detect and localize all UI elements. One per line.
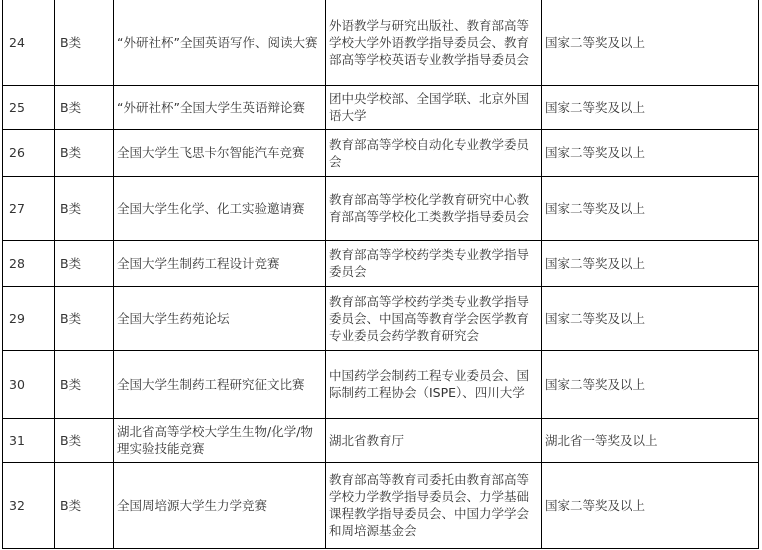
row-competition-name: 全国大学生化学、化工实验邀请赛	[114, 176, 326, 240]
table-row	[3, 176, 759, 240]
row-organizer: 教育部高等学校化学教育研究中心教育部高等学校化工类教学指导委员会	[326, 176, 542, 240]
row-award-level: 湖北省一等奖及以上	[542, 418, 759, 462]
row-competition-name: 全国大学生制药工程设计竞赛	[114, 240, 326, 286]
row-award-level: 国家二等奖及以上	[542, 129, 759, 176]
row-organizer: 教育部高等教育司委托由教育部高等学校力学教学指导委员会、力学基础课程教学指导委员会、中国力学学会和周培源基金会	[326, 462, 542, 548]
row-competition-name: 全国大学生飞思卡尔智能汽车竞赛	[114, 129, 326, 176]
row-organizer: 湖北省教育厅	[326, 418, 542, 462]
row-competition-name: 全国周培源大学生力学竞赛	[114, 462, 326, 548]
table-row	[3, 350, 759, 418]
row-category: B类	[55, 85, 114, 129]
row-award-level: 国家二等奖及以上	[542, 0, 759, 85]
row-number: 25	[3, 85, 55, 129]
row-award-level: 国家二等奖及以上	[542, 176, 759, 240]
table-row	[3, 418, 759, 462]
row-category: B类	[55, 350, 114, 418]
row-category: B类	[55, 418, 114, 462]
row-award-level: 国家二等奖及以上	[542, 462, 759, 548]
row-award-level: 国家二等奖及以上	[542, 286, 759, 350]
row-category: B类	[55, 286, 114, 350]
row-competition-name: 全国大学生药苑论坛	[114, 286, 326, 350]
table-row	[3, 129, 759, 176]
row-number: 30	[3, 350, 55, 418]
row-number: 29	[3, 286, 55, 350]
row-number: 24	[3, 0, 55, 85]
row-number: 32	[3, 462, 55, 548]
table-row	[3, 0, 759, 85]
row-category: B类	[55, 176, 114, 240]
table-row	[3, 240, 759, 286]
row-number: 31	[3, 418, 55, 462]
table-row	[3, 462, 759, 548]
row-category: B类	[55, 129, 114, 176]
row-category: B类	[55, 462, 114, 548]
row-competition-name: “外研社杯”全国大学生英语辩论赛	[114, 85, 326, 129]
row-competition-name: 湖北省高等学校大学生生物/化学/物理实验技能竞赛	[114, 418, 326, 462]
row-category: B类	[55, 240, 114, 286]
row-organizer: 教育部高等学校药学类专业教学指导委员会、中国高等教育学会医学教育专业委员会药学教育研究会	[326, 286, 542, 350]
row-organizer: 中国药学会制药工程专业委员会、国际制药工程协会（ISPE）、四川大学	[326, 350, 542, 418]
row-award-level: 国家二等奖及以上	[542, 85, 759, 129]
row-organizer: 教育部高等学校药学类专业教学指导委员会	[326, 240, 542, 286]
table-row	[3, 85, 759, 129]
row-award-level: 国家二等奖及以上	[542, 240, 759, 286]
row-category: B类	[55, 0, 114, 85]
row-number: 26	[3, 129, 55, 176]
row-number: 28	[3, 240, 55, 286]
row-number: 27	[3, 176, 55, 240]
row-competition-name: “外研社杯”全国英语写作、阅读大赛	[114, 0, 326, 85]
competition-table	[2, 0, 759, 549]
row-organizer: 团中央学校部、全国学联、北京外国语大学	[326, 85, 542, 129]
row-award-level: 国家二等奖及以上	[542, 350, 759, 418]
row-organizer: 教育部高等学校自动化专业教学委员会	[326, 129, 542, 176]
row-organizer: 外语教学与研究出版社、教育部高等学校大学外语教学指导委员会、教育部高等学校英语专业教学指导委员会	[326, 0, 542, 85]
row-competition-name: 全国大学生制药工程研究征文比赛	[114, 350, 326, 418]
table-row	[3, 286, 759, 350]
